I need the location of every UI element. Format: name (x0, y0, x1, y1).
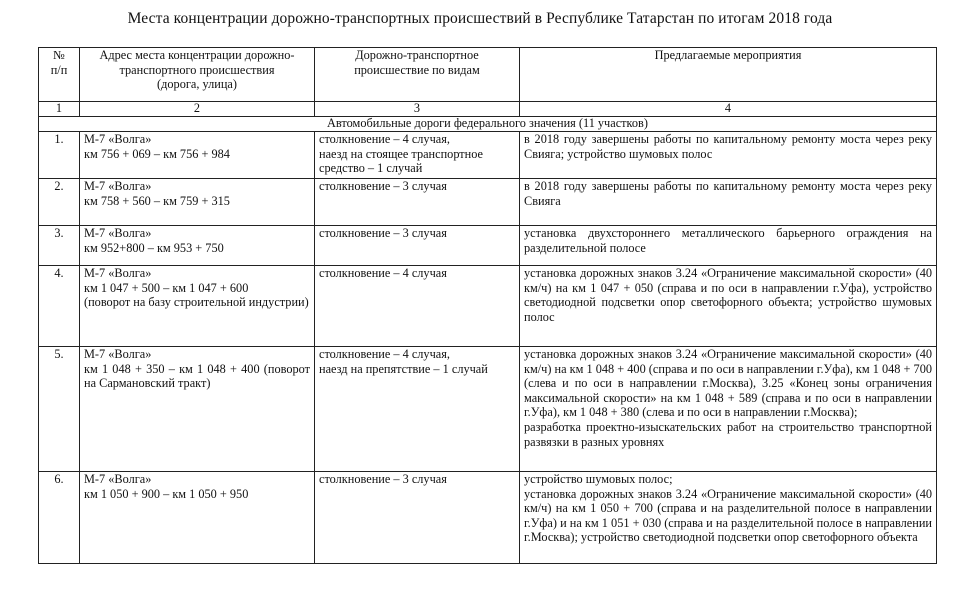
header-incident: Дорожно-транспортное происшествие по видам (315, 48, 520, 102)
section-row (39, 117, 937, 132)
header-number: № п/п (39, 48, 80, 102)
document-title: Места концентрации дорожно-транспортных происшествий в Республике Татарстан по итогам 2018 года (127, 10, 833, 27)
row-number: 4. (39, 266, 80, 347)
row-incident: столкновение – 4 случая, наезд на препятствие – 1 случай (315, 347, 520, 472)
table-row (39, 472, 937, 564)
section-title: Автомобильные дороги федерального значения (11 участков) (39, 117, 937, 132)
header-address: Адрес места концентрации дорожно- транспортного происшествия (дорога, улица) (80, 48, 315, 102)
table-row (39, 179, 937, 226)
row-address: М-7 «Волга» км 1 047 + 500 – км 1 047 + 600 (поворот на базу строительной индустрии) (80, 266, 315, 347)
table-row (39, 226, 937, 266)
row-measures: установка дорожных знаков 3.24 «Ограничение максимальной скорости» (40 км/ч) на км 1 047 + 050 (справа и по оси в направлении г.Уфа), устройство светодиодной подсветки опор светофорного объекта; устройство шумовых полос (520, 266, 937, 347)
row-address: М-7 «Волга» км 1 048 + 350 – км 1 048 + 400 (поворот на Сармановский тракт) (80, 347, 315, 472)
row-incident: столкновение – 3 случая (315, 472, 520, 564)
row-address: М-7 «Волга» км 952+800 – км 953 + 750 (80, 226, 315, 266)
column-numbers-row (39, 102, 937, 117)
row-measures: в 2018 году завершены работы по капитальному ремонту моста через реку Свияга (520, 179, 937, 226)
table-row (39, 347, 937, 472)
row-number: 6. (39, 472, 80, 564)
column-number: 3 (315, 102, 520, 117)
row-number: 1. (39, 132, 80, 179)
row-address: М-7 «Волга» км 756 + 069 – км 756 + 984 (80, 132, 315, 179)
row-measures: установка дорожных знаков 3.24 «Ограничение максимальной скорости» (40 км/ч) на км 1 048 + 400 (справа и по оси в направлении г.Уфа), км 1 048 + 700 (слева и по оси в направлении г.Москва), 3.25 «Конец зоны ограничения максимальной скорости» на км 1 048 + 589 (справа и по оси в направлении г.Уфа), км 1 048 + 380 (слева и по оси в направлении г.Москва); разработка проектно-изыскательских работ на строительство транспортной развязки в разных уровнях (520, 347, 937, 472)
row-number: 5. (39, 347, 80, 472)
table-row (39, 132, 937, 179)
row-number: 2. (39, 179, 80, 226)
row-number: 3. (39, 226, 80, 266)
row-measures: в 2018 году завершены работы по капитальному ремонту моста через реку Свияга; устройство шумовых полос (520, 132, 937, 179)
row-address: М-7 «Волга» км 758 + 560 – км 759 + 315 (80, 179, 315, 226)
table-header-row (39, 48, 937, 102)
row-measures: устройство шумовых полос; установка дорожных знаков 3.24 «Ограничение максимальной скорости» (40 км/ч) на км 1 050 + 700 (справа и на разделительной полосе в направлении г.Уфа) и на км 1 051 + 030 (справа и на разделительной полосе в направлении г.Москва); устройство светодиодной подсветки опор светофорного объекта (520, 472, 937, 564)
header-measures: Предлагаемые мероприятия (520, 48, 937, 102)
table-row (39, 266, 937, 347)
column-number: 1 (39, 102, 80, 117)
row-incident: столкновение – 3 случая (315, 179, 520, 226)
row-incident: столкновение – 4 случая (315, 266, 520, 347)
accident-locations-table (38, 47, 937, 564)
column-number: 2 (80, 102, 315, 117)
row-incident: столкновение – 3 случая (315, 226, 520, 266)
row-measures: установка двухстороннего металлического барьерного ограждения на разделительной полосе (520, 226, 937, 266)
column-number: 4 (520, 102, 937, 117)
row-address: М-7 «Волга» км 1 050 + 900 – км 1 050 + 950 (80, 472, 315, 564)
row-incident: столкновение – 4 случая, наезд на стоящее транспортное средство – 1 случай (315, 132, 520, 179)
